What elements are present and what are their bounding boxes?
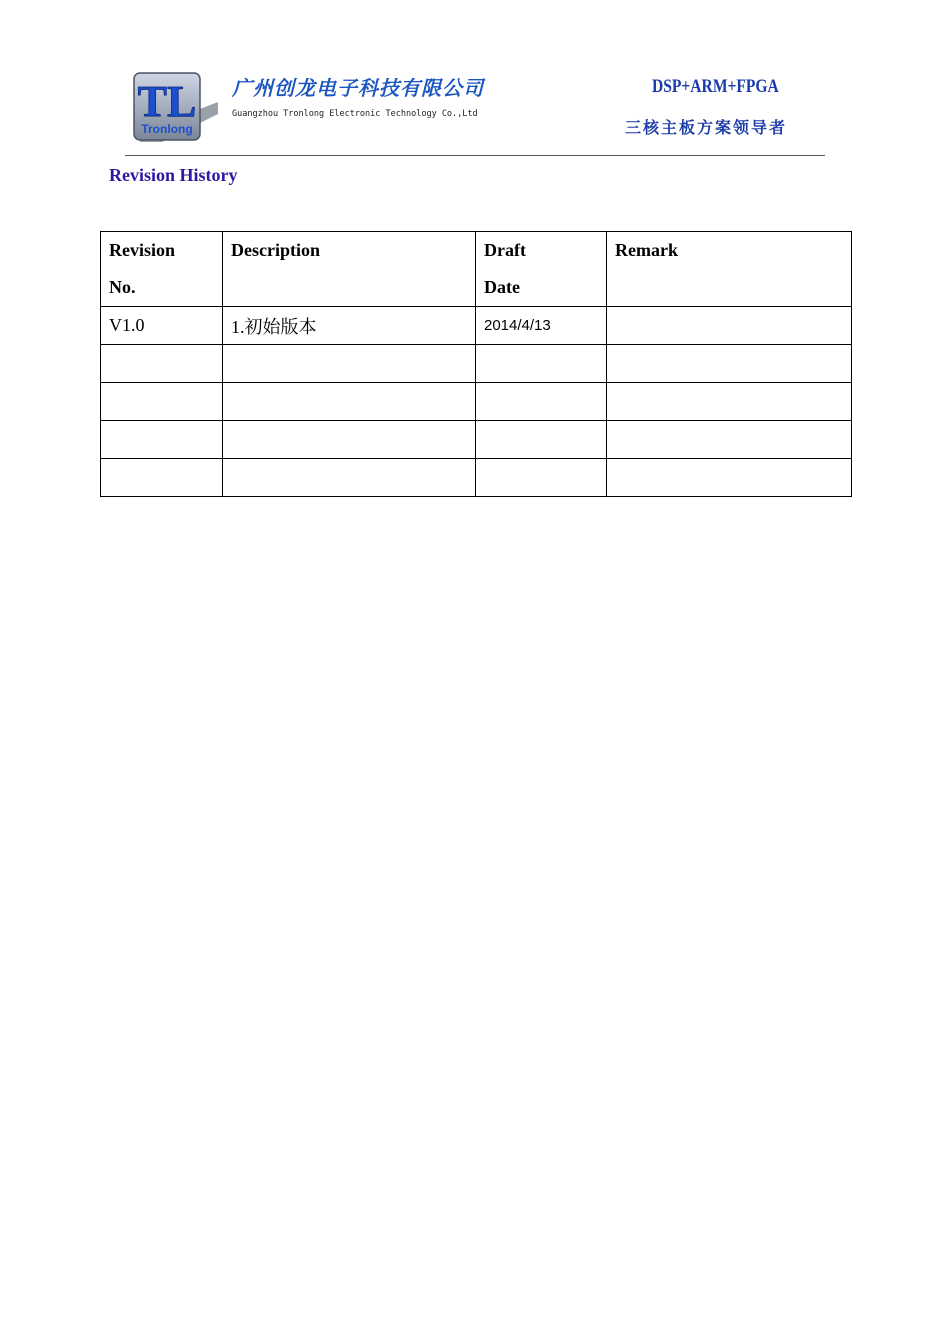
cell-remark [607, 421, 852, 459]
cell-revision-no: V1.0 [101, 307, 223, 345]
table-row [101, 383, 852, 421]
table-row [101, 307, 852, 345]
cell-description [223, 459, 476, 497]
header-line: No. [109, 277, 136, 297]
slogan-line-2: 三核主板方案领导者 [625, 118, 788, 137]
tronlong-logo-icon [132, 72, 220, 142]
table-row [101, 459, 852, 497]
header-line: Date [484, 277, 520, 297]
slogan-line-1: DSP+ARM+FPGA [652, 76, 779, 97]
cell-description: 1.初始版本 [223, 307, 476, 345]
page-title: Revision History [109, 165, 238, 185]
header-line: Draft [484, 240, 526, 260]
cell-revision-no [101, 421, 223, 459]
cell-revision-no [101, 345, 223, 383]
cell-draft-date [476, 421, 607, 459]
cell-revision-no [101, 383, 223, 421]
header-line: Remark [615, 240, 678, 260]
header-draft-date [476, 232, 607, 307]
header-revision-no [101, 232, 223, 307]
cell-description [223, 345, 476, 383]
company-name-en: Guangzhou Tronlong Electronic Technology Co.,Ltd [232, 109, 478, 119]
logo-letters: TL [137, 77, 197, 126]
table-header-row [101, 232, 852, 307]
revision-history-table [100, 231, 852, 497]
cell-draft-date [476, 459, 607, 497]
table-row [101, 345, 852, 383]
cell-draft-date [476, 345, 607, 383]
table-row [101, 421, 852, 459]
company-logo [132, 72, 220, 142]
cell-draft-date [476, 383, 607, 421]
header-description [223, 232, 476, 307]
header-remark [607, 232, 852, 307]
cell-description [223, 421, 476, 459]
header-divider [125, 155, 825, 156]
cell-remark [607, 383, 852, 421]
cell-remark [607, 307, 852, 345]
cell-description [223, 383, 476, 421]
company-name-cn: 广州创龙电子科技有限公司 [232, 76, 484, 100]
logo-brand: Tronlong [141, 122, 193, 136]
cell-remark [607, 459, 852, 497]
header-line: Description [231, 240, 320, 260]
cell-remark [607, 345, 852, 383]
cell-draft-date: 2014/4/13 [476, 307, 607, 345]
cell-revision-no [101, 459, 223, 497]
header-line: Revision [109, 240, 176, 260]
